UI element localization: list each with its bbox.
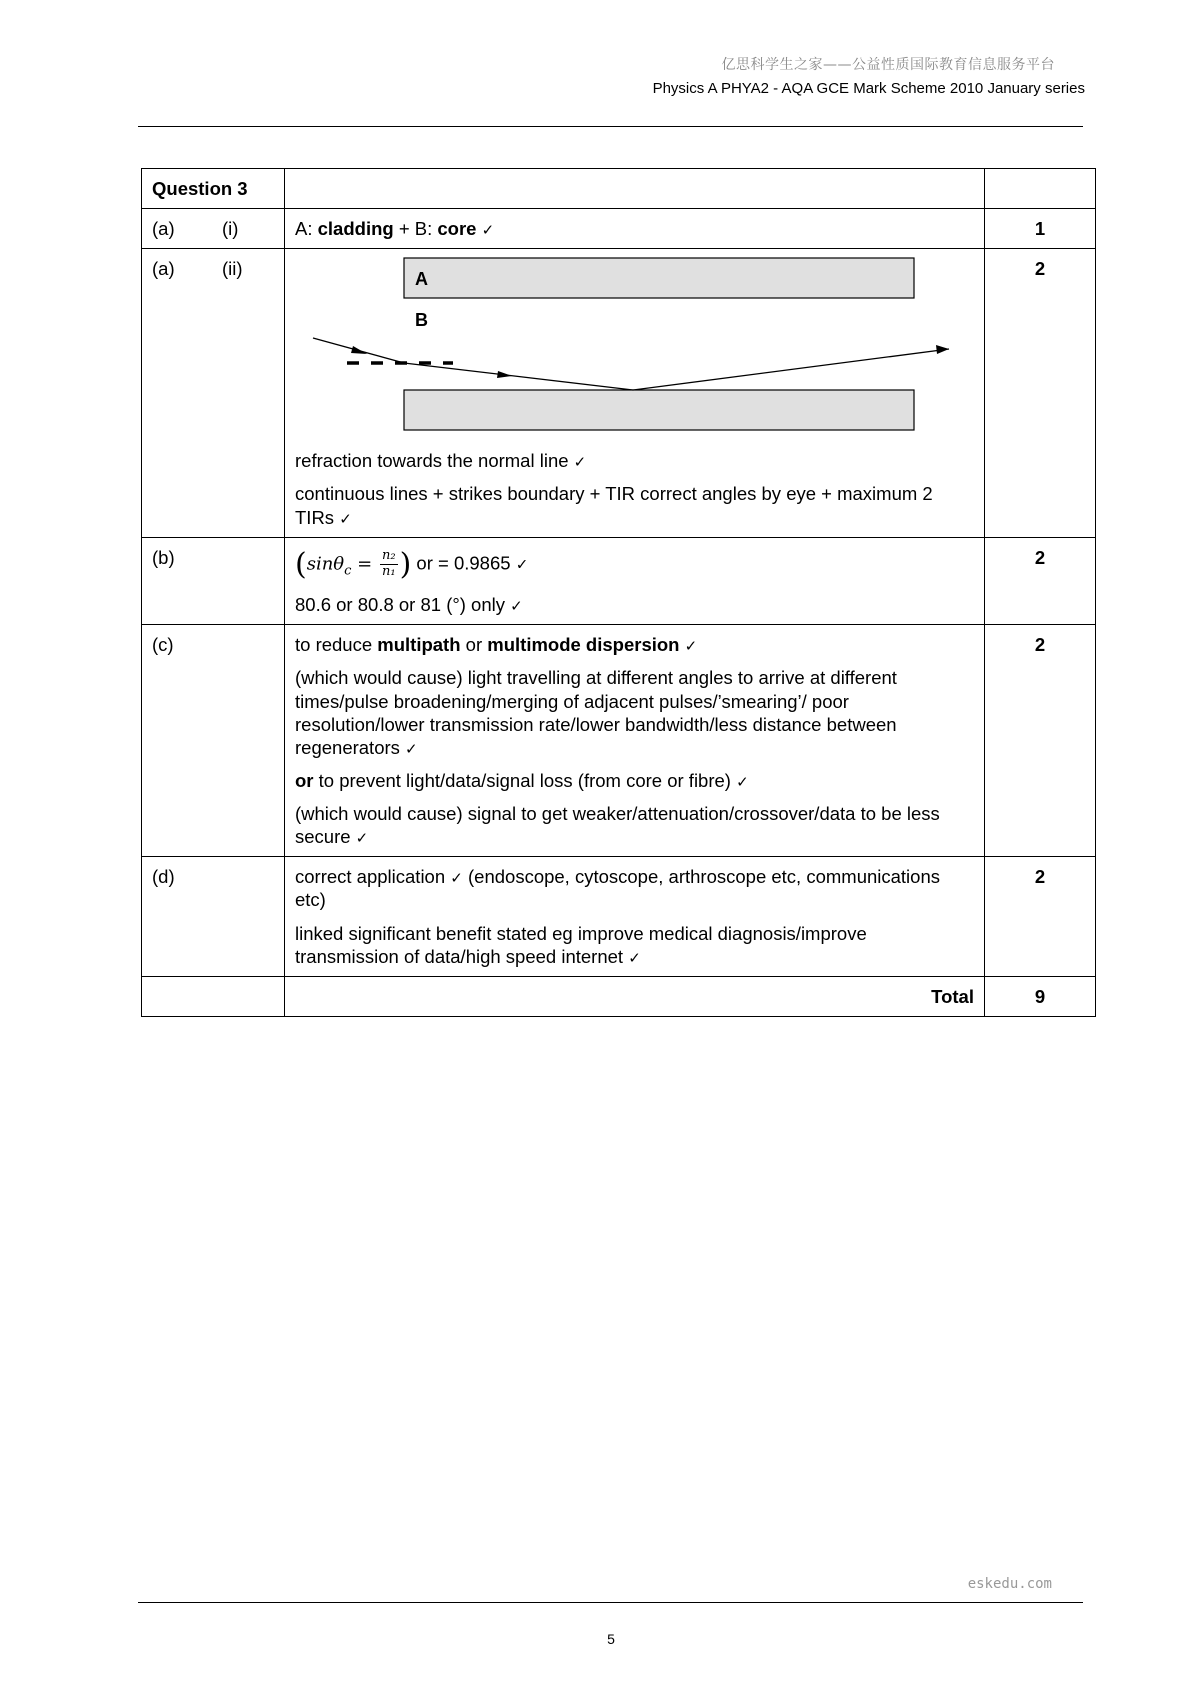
question-title: Question 3 [142,169,285,209]
tick-icon: ✓ [339,509,352,528]
header-document-title: Physics A PHYA2 - AQA GCE Mark Scheme 2010 January series [652,80,1085,97]
table-total-row [142,976,1096,1016]
tick-icon: ✓ [481,221,495,240]
reflected-arrow-icon [936,345,949,354]
footer-watermark: eskedu.com [967,1576,1052,1592]
tick-icon: ✓ [736,772,749,791]
tick-icon: ✓ [628,948,641,967]
total-label: Total [285,976,985,1016]
table-row-a-ii [142,249,1096,537]
answer-line [295,482,974,528]
answer-cell [285,537,985,625]
reflected-ray [633,349,949,390]
part-label-cell [142,249,285,537]
answer-text: A: [295,218,318,240]
answer-text: refraction towards the normal line [295,450,574,472]
answer-text: correct application [295,866,451,888]
answer-text: 80.6 or 80.8 or 81 (°) only [295,594,511,616]
refracted-ray [404,363,633,390]
math-numerator: n₂ [381,547,396,563]
answer-line [295,802,974,848]
answer-text: (which would cause) light travelling at different angles to arrive at different times/pulse broadening/merging of adjacent pulses/’smearing’/ poor resolution/lower transmission rate/lower bandwidth/less distance between regenerators [295,667,897,758]
diagram-label-b: B [415,310,428,331]
table-row-c [142,625,1096,857]
answer-line [295,633,974,656]
tick-icon: ✓ [450,869,463,888]
optical-fibre-diagram [295,257,960,437]
footer-rule [138,1602,1083,1603]
answer-text: to prevent light/data/signal loss (from core or fibre) [313,769,737,791]
table-row-d [142,857,1096,977]
part-label: (a) [152,258,175,280]
answer-cell [285,625,985,857]
cladding-bottom [404,390,914,430]
part-label: (b) [152,546,175,568]
refracted-arrow-icon [497,371,512,378]
mark-value: 2 [985,249,1096,537]
diagram-label-a: A [415,269,428,290]
answer-bold: or [295,769,314,791]
answer-text: + B: [393,218,438,240]
tick-icon: ✓ [355,829,369,848]
header-rule [138,126,1083,127]
left-paren: ( [295,546,307,582]
answer-text: (which would cause) signal to get weaker/attenuation/crossover/data to be less secure [295,803,940,848]
math-subscript: c [344,562,352,578]
table-row-a-i [142,209,1096,249]
formula-line [295,546,974,584]
page-number: 5 [607,1631,615,1647]
incident-arrow-icon [351,346,367,354]
part-label-cell [142,857,285,977]
tick-icon: ✓ [573,453,587,472]
cladding-top [404,258,914,298]
total-empty-cell [142,976,285,1016]
part-label: (d) [152,866,175,888]
answer-cell [285,209,985,249]
answer-bold: multipath [377,634,461,656]
tick-icon: ✓ [515,555,529,574]
answer-cell [285,857,985,977]
total-mark: 9 [985,976,1096,1016]
answer-line [295,666,974,759]
mark-value: 2 [985,857,1096,977]
answer-text: linked significant benefit stated eg improve medical diagnosis/improve transmission of data/high speed internet [295,922,867,967]
subpart-label: (ii) [222,258,243,280]
answer-line [295,865,974,911]
part-label-cell [142,537,285,625]
mark-value: 2 [985,625,1096,857]
answer-core: core [437,218,477,240]
mark-value: 1 [985,209,1096,249]
answer-cell [285,249,985,537]
tick-icon: ✓ [684,637,698,656]
tick-icon: ✓ [405,739,418,758]
part-label-cell [142,625,285,857]
part-label: (a) [152,218,175,240]
tick-icon: ✓ [510,597,523,616]
header-mark-cell [985,169,1096,209]
answer-text: (endoscope, cytoscope, arthroscope etc, communications etc) [295,866,940,911]
math-equals: = [351,553,378,575]
header-answer-cell [285,169,985,209]
math-fraction [380,549,398,580]
part-label: (c) [152,634,174,656]
answer-bold: multimode dispersion [487,634,680,656]
math-denominator: n₁ [381,563,396,579]
answer-line [295,769,974,792]
mark-scheme-table [141,168,1096,1017]
table-row-b [142,537,1096,625]
answer-text: or = 0.9865 [411,552,516,574]
answer-cladding: cladding [317,218,394,240]
math-sin-theta: sinθ [306,553,345,575]
subpart-label: (i) [222,218,239,240]
answer-line [295,593,974,616]
right-paren: ) [399,546,412,582]
answer-text: to reduce [295,634,378,656]
mark-value: 2 [985,537,1096,625]
answer-text: continuous lines + strikes boundary + TIR correct angles by eye + maximum 2 TIRs [295,483,933,528]
part-label-cell [142,209,285,249]
answer-line [295,922,974,968]
answer-text: or [460,634,488,656]
answer-line [295,449,974,472]
table-header-row [142,169,1096,209]
header-chinese-title: 亿思科学生之家——公益性质国际教育信息服务平台 [721,57,1055,73]
